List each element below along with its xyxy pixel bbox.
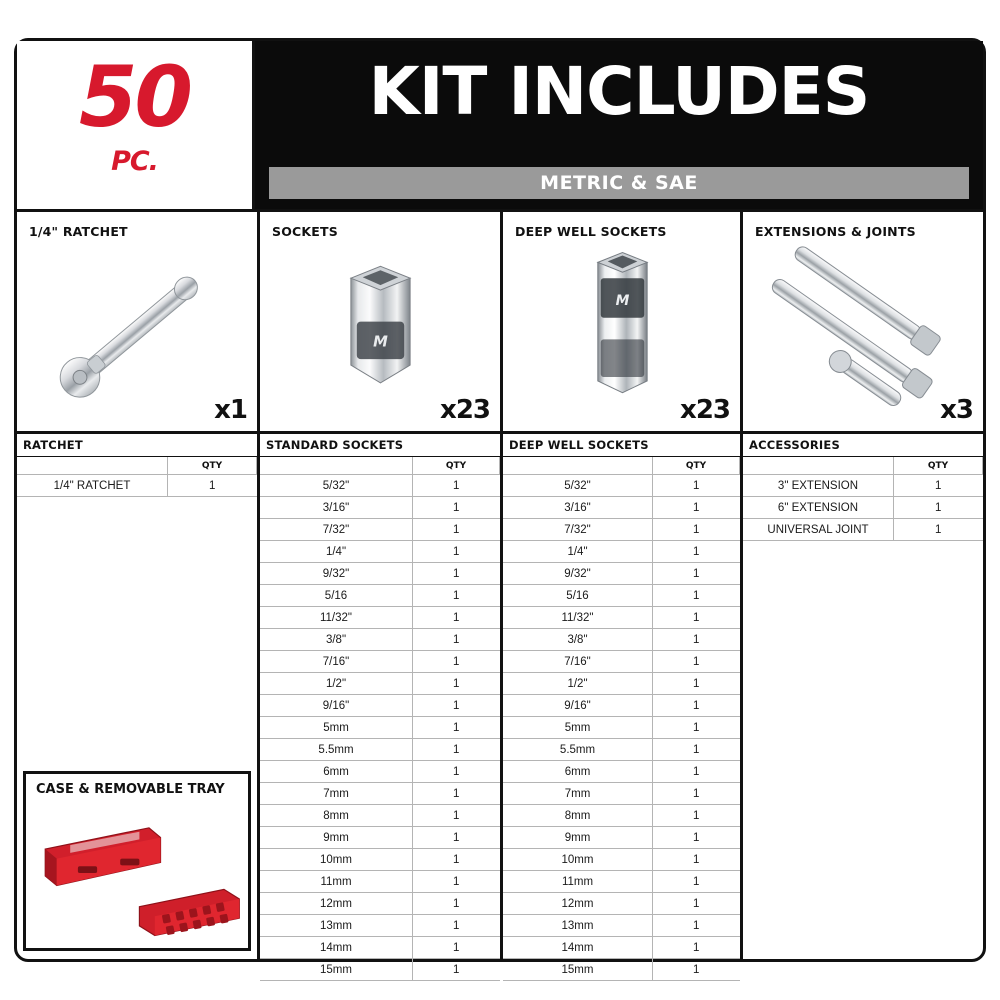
item-name: 10mm <box>260 849 413 871</box>
table-header-row <box>503 457 740 475</box>
table-row <box>260 497 500 519</box>
item-qty: 1 <box>413 563 500 585</box>
item-qty: 1 <box>413 915 500 937</box>
item-name: 9/16" <box>260 695 413 717</box>
table-row <box>503 475 740 497</box>
item-qty: 1 <box>653 475 740 497</box>
item-name: 9mm <box>260 827 413 849</box>
column-header-standard-sockets: STANDARD SOCKETS <box>260 434 500 457</box>
item-name: 1/2" <box>260 673 413 695</box>
table-row <box>503 673 740 695</box>
item-qty: 1 <box>413 519 500 541</box>
item-name: 14mm <box>503 937 653 959</box>
item-qty: 1 <box>653 607 740 629</box>
item-qty: 1 <box>413 805 500 827</box>
table-row <box>260 739 500 761</box>
item-name: 7/32" <box>260 519 413 541</box>
image-cell-extensions <box>743 212 983 431</box>
item-qty: 1 <box>413 739 500 761</box>
table-row <box>503 541 740 563</box>
item-name: 13mm <box>503 915 653 937</box>
header-banner <box>255 41 983 209</box>
table-row <box>260 607 500 629</box>
item-name: 1/4" RATCHET <box>17 475 168 497</box>
item-qty: 1 <box>653 739 740 761</box>
item-name: 7/32" <box>503 519 653 541</box>
item-qty: 1 <box>413 497 500 519</box>
table-row <box>503 607 740 629</box>
table-row <box>260 475 500 497</box>
table-row <box>503 761 740 783</box>
product-image-strip <box>17 209 983 431</box>
header-name <box>260 457 413 475</box>
item-qty: 1 <box>413 827 500 849</box>
header-qty: QTY <box>653 457 740 475</box>
image-cell-qty: x23 <box>680 395 730 425</box>
case-and-tray-icon <box>26 804 248 944</box>
table-row <box>260 805 500 827</box>
item-name: 9/32" <box>260 563 413 585</box>
item-qty: 1 <box>413 959 500 981</box>
item-name: 5/16 <box>260 585 413 607</box>
table-row <box>743 519 983 541</box>
item-name: 5.5mm <box>503 739 653 761</box>
item-name: 5/32" <box>503 475 653 497</box>
table-row <box>503 805 740 827</box>
image-cell-qty: x3 <box>940 395 973 425</box>
item-qty: 1 <box>653 827 740 849</box>
item-name: 11/32" <box>260 607 413 629</box>
item-qty: 1 <box>413 629 500 651</box>
column-deep-well-sockets <box>503 434 743 976</box>
table-row <box>17 475 257 497</box>
item-name: 6mm <box>260 761 413 783</box>
item-name: 7mm <box>503 783 653 805</box>
contents-tables <box>17 431 983 976</box>
item-name: 3/16" <box>260 497 413 519</box>
item-qty: 1 <box>413 651 500 673</box>
item-qty: 1 <box>653 673 740 695</box>
image-cell-sockets <box>260 212 503 431</box>
image-cell-qty: x1 <box>214 395 247 425</box>
item-name: 6mm <box>503 761 653 783</box>
table-row <box>260 519 500 541</box>
header-name <box>503 457 653 475</box>
table-row <box>260 541 500 563</box>
table-accessories <box>743 457 983 541</box>
table-row <box>503 871 740 893</box>
table-row <box>260 827 500 849</box>
item-name: 9/32" <box>503 563 653 585</box>
item-qty: 1 <box>413 761 500 783</box>
item-qty: 1 <box>413 673 500 695</box>
item-qty: 1 <box>894 519 983 541</box>
column-header-accessories: ACCESSORIES <box>743 434 983 457</box>
item-qty: 1 <box>894 497 983 519</box>
column-ratchet <box>17 434 260 959</box>
image-cell-qty: x23 <box>440 395 490 425</box>
table-row <box>503 519 740 541</box>
image-cell-caption: DEEP WELL SOCKETS <box>515 224 667 239</box>
item-name: 5/16 <box>503 585 653 607</box>
table-row <box>260 893 500 915</box>
table-row <box>503 497 740 519</box>
item-name: 8mm <box>260 805 413 827</box>
item-qty: 1 <box>653 651 740 673</box>
table-row <box>503 695 740 717</box>
item-name: 5/32" <box>260 475 413 497</box>
table-row <box>260 783 500 805</box>
item-name: 8mm <box>503 805 653 827</box>
item-name: 11/32" <box>503 607 653 629</box>
item-name: 1/4" <box>503 541 653 563</box>
item-name: 11mm <box>503 871 653 893</box>
table-row <box>503 651 740 673</box>
table-row <box>503 827 740 849</box>
piece-count-label: PC. <box>111 146 158 177</box>
column-header-deep-well-sockets: DEEP WELL SOCKETS <box>503 434 740 457</box>
item-qty: 1 <box>653 915 740 937</box>
item-qty: 1 <box>413 585 500 607</box>
item-qty: 1 <box>653 717 740 739</box>
item-name: 5mm <box>503 717 653 739</box>
table-row <box>503 783 740 805</box>
table-row <box>260 585 500 607</box>
item-qty: 1 <box>653 871 740 893</box>
table-row <box>260 937 500 959</box>
subtitle-bar: METRIC & SAE <box>269 167 969 199</box>
header-name <box>17 457 168 475</box>
item-qty: 1 <box>653 937 740 959</box>
item-name: 3/8" <box>260 629 413 651</box>
item-qty: 1 <box>894 475 983 497</box>
item-qty: 1 <box>653 893 740 915</box>
table-row <box>260 629 500 651</box>
header-name <box>743 457 894 475</box>
table-deep-well-sockets <box>503 457 740 981</box>
sheet-frame <box>14 38 986 976</box>
item-qty: 1 <box>653 541 740 563</box>
table-row <box>260 761 500 783</box>
item-qty: 1 <box>653 563 740 585</box>
svg-text:M: M <box>373 333 388 351</box>
item-qty: 1 <box>413 695 500 717</box>
item-qty: 1 <box>653 849 740 871</box>
column-accessories <box>743 434 983 959</box>
item-name: 9mm <box>503 827 653 849</box>
item-name: 15mm <box>503 959 653 981</box>
item-qty: 1 <box>653 519 740 541</box>
table-row <box>503 959 740 981</box>
item-name: 14mm <box>260 937 413 959</box>
item-name: 5mm <box>260 717 413 739</box>
item-qty: 1 <box>413 783 500 805</box>
item-name: 11mm <box>260 871 413 893</box>
table-row <box>503 739 740 761</box>
item-qty: 1 <box>168 475 257 497</box>
table-header-row <box>17 457 257 475</box>
item-name: 9/16" <box>503 695 653 717</box>
item-name: 6" EXTENSION <box>743 497 894 519</box>
table-row <box>503 937 740 959</box>
page-title: KIT INCLUDES <box>368 53 870 130</box>
table-row <box>503 585 740 607</box>
table-row <box>260 651 500 673</box>
table-row <box>503 717 740 739</box>
piece-count-number: 50 <box>79 48 190 146</box>
svg-text:M: M <box>615 292 630 309</box>
item-name: 1/2" <box>503 673 653 695</box>
table-row <box>503 915 740 937</box>
item-qty: 1 <box>413 607 500 629</box>
table-header-row <box>260 457 500 475</box>
item-name: 12mm <box>260 893 413 915</box>
item-qty: 1 <box>413 541 500 563</box>
item-qty: 1 <box>653 497 740 519</box>
table-row <box>260 673 500 695</box>
image-cell-caption: EXTENSIONS & JOINTS <box>755 224 916 239</box>
table-row <box>743 497 983 519</box>
piece-count-badge <box>17 41 255 209</box>
table-row <box>260 915 500 937</box>
image-cell-deep-well-sockets <box>503 212 743 431</box>
table-row <box>260 959 500 981</box>
item-name: 3/16" <box>503 497 653 519</box>
column-header-ratchet: RATCHET <box>17 434 257 457</box>
item-name: UNIVERSAL JOINT <box>743 519 894 541</box>
item-qty: 1 <box>653 761 740 783</box>
case-and-tray-block <box>23 771 251 951</box>
header-qty: QTY <box>168 457 257 475</box>
item-qty: 1 <box>413 893 500 915</box>
item-qty: 1 <box>413 849 500 871</box>
column-standard-sockets <box>260 434 503 976</box>
item-name: 3/8" <box>503 629 653 651</box>
item-qty: 1 <box>653 629 740 651</box>
item-name: 12mm <box>503 893 653 915</box>
item-qty: 1 <box>413 717 500 739</box>
item-qty: 1 <box>653 783 740 805</box>
table-row <box>503 629 740 651</box>
item-name: 7/16" <box>503 651 653 673</box>
item-name: 3" EXTENSION <box>743 475 894 497</box>
table-row <box>260 849 500 871</box>
item-qty: 1 <box>413 871 500 893</box>
image-cell-caption: 1/4" RATCHET <box>29 224 128 239</box>
table-row <box>503 893 740 915</box>
item-qty: 1 <box>653 959 740 981</box>
case-caption: CASE & REMOVABLE TRAY <box>36 782 225 797</box>
item-name: 15mm <box>260 959 413 981</box>
table-row <box>743 475 983 497</box>
table-header-row <box>743 457 983 475</box>
table-row <box>503 563 740 585</box>
table-row <box>503 849 740 871</box>
item-name: 10mm <box>503 849 653 871</box>
image-cell-ratchet <box>17 212 260 431</box>
item-qty: 1 <box>413 475 500 497</box>
item-qty: 1 <box>653 805 740 827</box>
item-name: 5.5mm <box>260 739 413 761</box>
item-qty: 1 <box>413 937 500 959</box>
table-row <box>260 871 500 893</box>
item-name: 1/4" <box>260 541 413 563</box>
item-qty: 1 <box>653 695 740 717</box>
table-row <box>260 695 500 717</box>
item-name: 13mm <box>260 915 413 937</box>
table-standard-sockets <box>260 457 500 981</box>
item-name: 7/16" <box>260 651 413 673</box>
header <box>17 41 983 209</box>
table-row <box>260 563 500 585</box>
header-qty: QTY <box>413 457 500 475</box>
header-qty: QTY <box>894 457 983 475</box>
item-qty: 1 <box>653 585 740 607</box>
image-cell-caption: SOCKETS <box>272 224 338 239</box>
item-name: 7mm <box>260 783 413 805</box>
table-row <box>260 717 500 739</box>
table-ratchet <box>17 457 257 497</box>
